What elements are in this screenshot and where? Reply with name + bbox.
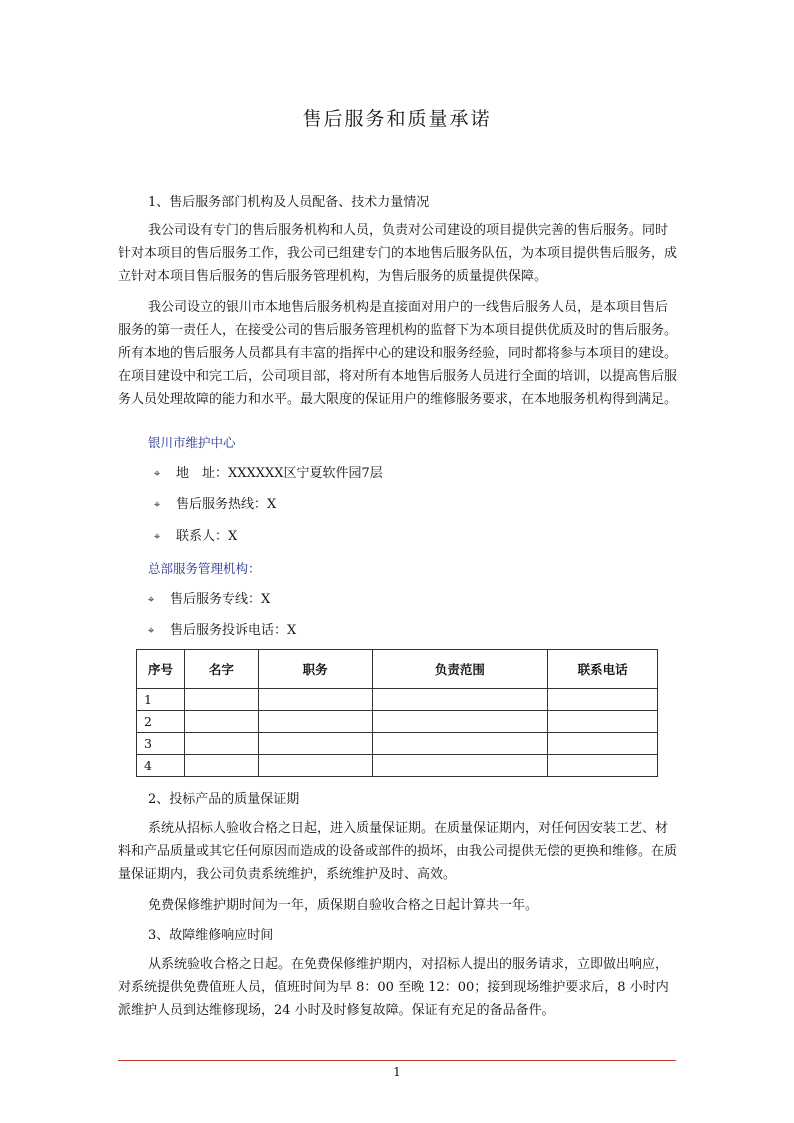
page-number: 1 — [393, 1065, 401, 1079]
section-1-paragraph-2: 我公司设立的银川市本地售后服务机构是直接面对用户的一线售后服务人员，是本项目售后服务的第一责任人，在接受公司的售后服务管理机构的监督下为本项目提供优质及时的售后服务。所有本地的售后服务人员都具有丰富的指挥中心的建设和服务经验，同时都将参与本项目的建设。在项目建设中和完工后，公司项目部，将对所有本地售后服务人员进行全面的培训，以提高售后服务人员处理故障的能力和水平。最大限度的保证用户的维修服务要求，在本地服务机构得到满足。 — [118, 300, 678, 407]
table-cell — [258, 755, 372, 777]
table-cell — [184, 733, 258, 755]
diamond-cross-icon: ⌖ — [148, 593, 155, 606]
section-2-paragraph-1: 系统从招标人验收合格之日起，进入质量保证期。在质量保证期内，对任何因安装工艺、材料和产品质量或其它任何原因而造成的设备或部件的损坏，由我公司提供无偿的更换和维修。在质量保证期内，我公司负责系统维护，系统维护及时、高效。 — [118, 821, 678, 882]
table-cell — [548, 755, 658, 777]
table-cell — [372, 711, 548, 733]
diamond-cross-icon: ⌖ — [154, 530, 161, 543]
table-cell — [372, 755, 548, 777]
local-center-hotline: ⌖ 售后服务热线：X — [154, 495, 276, 515]
col-header-position: 职务 — [258, 650, 372, 689]
section-2-paragraph-2: 免费保修维护期时间为一年，质保期自验收合格之日起计算共一年。 — [148, 898, 539, 913]
hq-complaint-line: ⌖ 售后服务投诉电话：X — [148, 621, 296, 641]
col-header-scope: 负责范围 — [372, 650, 548, 689]
table-cell — [258, 711, 372, 733]
table-cell — [184, 689, 258, 711]
footer-divider — [118, 1060, 676, 1061]
table-cell — [258, 689, 372, 711]
table-row — [137, 755, 658, 777]
table-cell: 3 — [137, 733, 185, 755]
diamond-cross-icon: ⌖ — [154, 467, 161, 480]
local-center-address: ⌖ 地 址：XXXXXX区宁夏软件园7层 — [154, 464, 383, 484]
section-1-heading: 1、售后服务部门机构及人员配备、技术力量情况 — [148, 195, 430, 210]
diamond-cross-icon: ⌖ — [154, 498, 161, 511]
table-cell — [548, 689, 658, 711]
section-1-paragraph-1: 我公司设有专门的售后服务机构和人员，负责对公司建设的项目提供完善的售后服务。同时针对本项目的售后服务工作，我公司已组建专门的本地售后服务队伍，为本项目提供售后服务，成立针对本项目售后服务的售后服务管理机构，为售后服务的质量提供保障。 — [118, 223, 678, 284]
page-title: 售后服务和质量承诺 — [302, 108, 492, 130]
section-2-heading: 2、投标产品的质量保证期 — [148, 792, 300, 807]
table-cell: 4 — [137, 755, 185, 777]
table-cell — [548, 711, 658, 733]
table-cell — [184, 711, 258, 733]
col-header-name: 名字 — [184, 650, 258, 689]
table-cell — [372, 733, 548, 755]
section-3-heading: 3、故障维修响应时间 — [148, 928, 274, 943]
local-center-title: 银川市维护中心 — [148, 435, 236, 450]
table-cell — [372, 689, 548, 711]
col-header-index: 序号 — [137, 650, 185, 689]
table-header-row — [137, 650, 658, 689]
table-cell: 2 — [137, 711, 185, 733]
table-cell — [258, 733, 372, 755]
local-center-contact: ⌖ 联系人：X — [154, 527, 237, 547]
table-cell — [548, 733, 658, 755]
hq-title: 总部服务管理机构： — [148, 561, 261, 576]
diamond-cross-icon: ⌖ — [148, 624, 155, 637]
table-row — [137, 689, 658, 711]
section-3-paragraph: 从系统验收合格之日起。在免费保修维护期内，对招标人提出的服务请求，立即做出响应，对系统提供免费值班人员，值班时间为早 8：00 至晚 12：00；接到现场维护要求后，8 小时内派维护人员到达维修现场，24 小时及时修复故障。保证有充足的备品备件。 — [118, 957, 669, 1018]
staff-table — [136, 649, 658, 777]
table-row — [137, 711, 658, 733]
col-header-phone: 联系电话 — [548, 650, 658, 689]
hq-service-line: ⌖ 售后服务专线：X — [148, 590, 270, 610]
table-cell: 1 — [137, 689, 185, 711]
table-cell — [184, 755, 258, 777]
table-row — [137, 733, 658, 755]
